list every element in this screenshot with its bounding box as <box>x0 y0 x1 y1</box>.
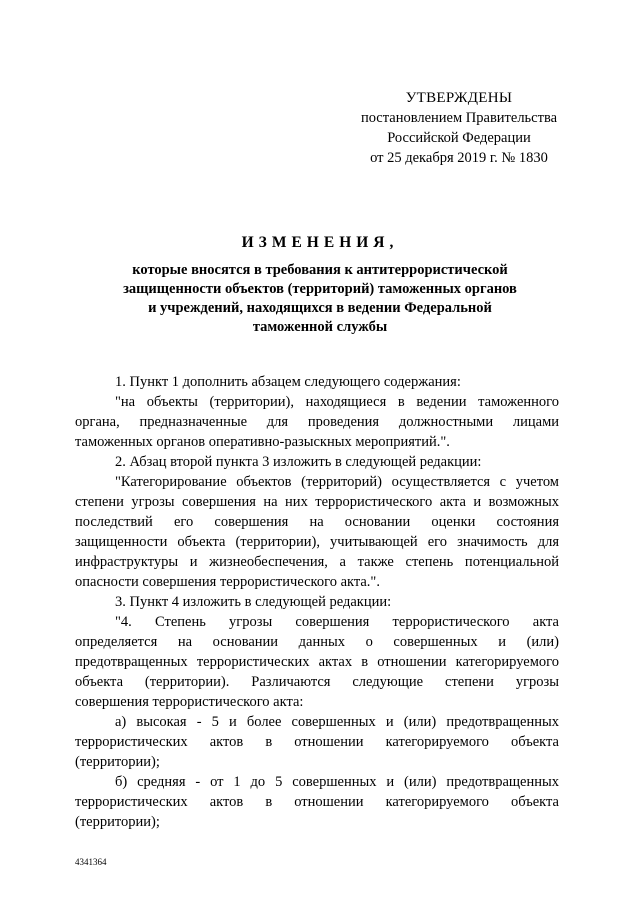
document-title: ИЗМЕНЕНИЯ, <box>241 234 399 251</box>
paragraph-line: 1. Пункт 1 дополнить абзацем следующего содержания: <box>115 374 461 390</box>
paragraph-line: б) средняя - от 1 до 5 совершенных и (или) предотвращенных <box>115 774 559 790</box>
subtitle-line: и учреждений, находящихся в ведении Федеральной <box>148 300 492 316</box>
paragraph-line: "Категорирование объектов (территорий) осуществляется с учетом <box>115 474 559 490</box>
paragraph-line: террористических актов в отношении категорируемого объекта <box>75 794 559 810</box>
approval-line: постановлением Правительства <box>360 110 558 126</box>
paragraph-line: совершения террористического акта: <box>75 694 304 710</box>
paragraph-line: таможенных органов оперативно-разыскных мероприятий.". <box>75 434 450 450</box>
document-subtitle <box>0 261 640 337</box>
paragraph-line: определяется на основании данных о совершенных и (или) <box>75 634 559 650</box>
paragraph-line: защищенности объекта (территории), учитывающей его значимость для <box>75 534 559 550</box>
paragraph-line: (территории); <box>75 814 160 830</box>
paragraph-line: террористических актов в отношении категорируемого объекта <box>75 734 559 750</box>
paragraph-line: а) высокая - 5 и более совершенных и (или) предотвращенных <box>115 714 559 730</box>
paragraph-line: инфраструктуры и жизнеобеспечения, а также степень потенциальной <box>75 554 559 570</box>
paragraph-line: (территории); <box>75 754 160 770</box>
paragraph-line: объекта (территории). Различаются следующие степени угрозы <box>75 674 559 690</box>
paragraph-line: степени угрозы совершения на них террористического акта и возможных <box>75 494 559 510</box>
document-body <box>75 372 559 832</box>
approval-stamp <box>349 88 569 168</box>
paragraph-line: 3. Пункт 4 изложить в следующей редакции: <box>115 594 392 610</box>
paragraph-line: предотвращенных террористических актах в отношении категорируемого <box>75 654 559 670</box>
paragraph-line: "на объекты (территории), находящиеся в ведении таможенного <box>115 394 559 410</box>
approval-line: Российской Федерации <box>387 130 531 146</box>
approval-date-line: от 25 декабря 2019 г. № 1830 <box>370 150 548 166</box>
paragraph-line: "4. Степень угрозы совершения террористического акта <box>115 614 559 630</box>
paragraph-line: последствий его совершения на основании оценки состояния <box>75 514 559 530</box>
paragraph-line: 2. Абзац второй пункта 3 изложить в следующей редакции: <box>115 454 482 470</box>
subtitle-line: защищенности объектов (территорий) таможенных органов <box>123 281 517 297</box>
paragraph-line: опасности совершения террористического акта.". <box>75 574 380 590</box>
approval-heading: УТВЕРЖДЕНЫ <box>405 90 513 106</box>
document-number: 4341364 <box>75 857 107 867</box>
subtitle-line: которые вносятся в требования к антитеррористической <box>132 262 508 278</box>
paragraph-line: органа, предназначенные для проведения должностными лицами <box>75 414 559 430</box>
subtitle-line: таможенной службы <box>252 319 388 335</box>
